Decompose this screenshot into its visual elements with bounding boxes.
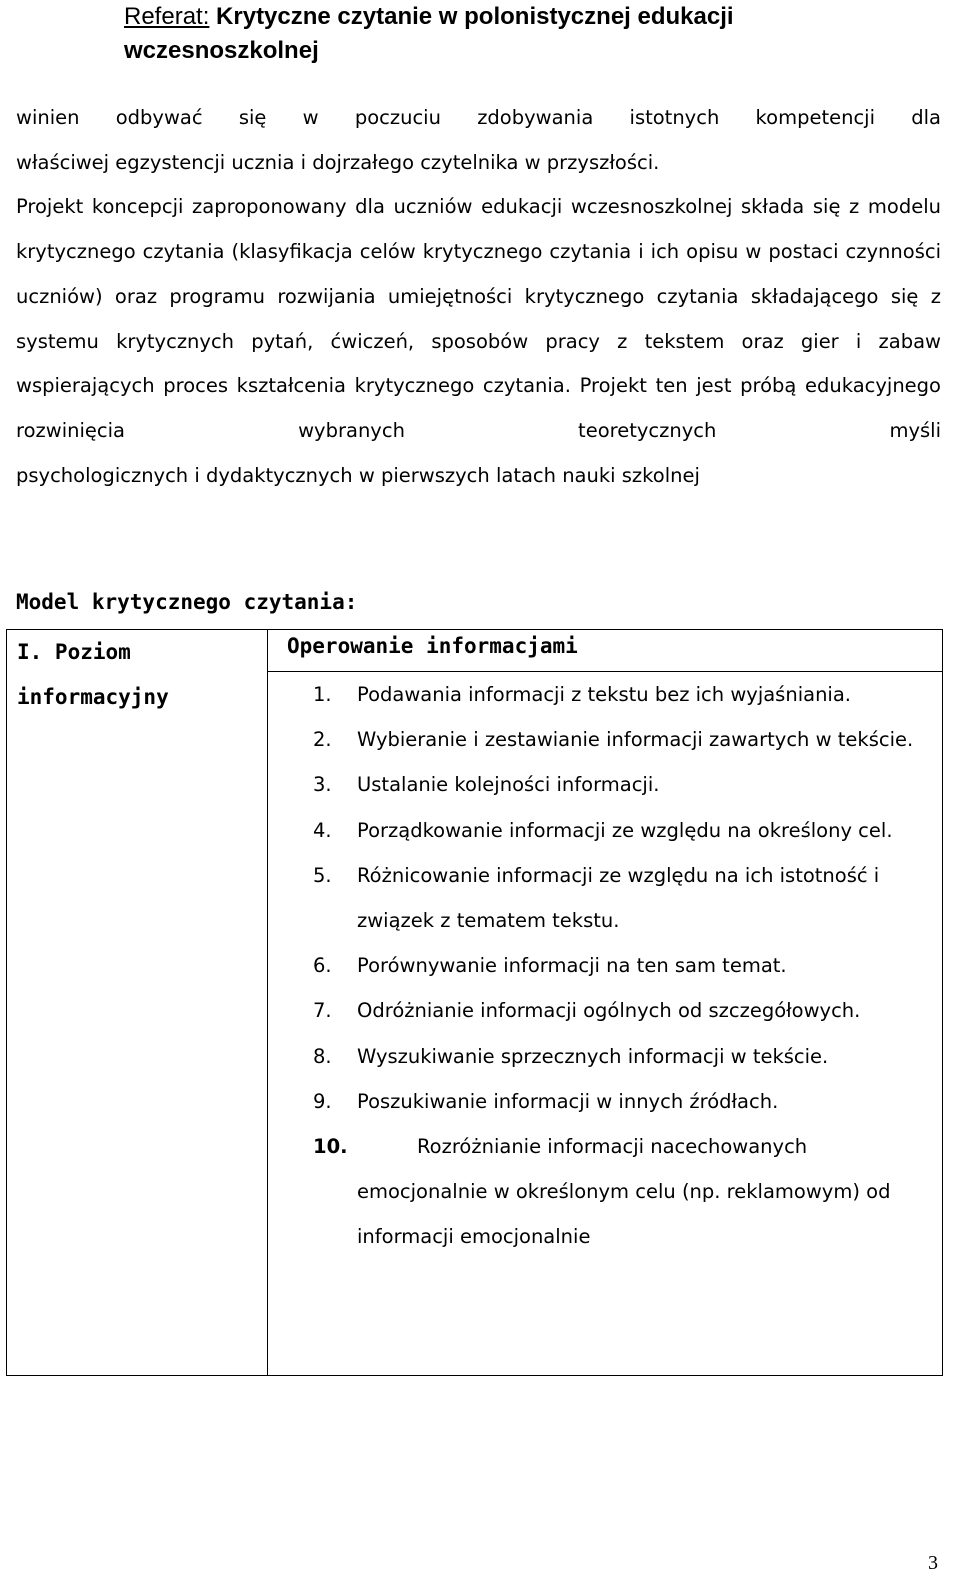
paragraph-2 [16,185,941,498]
item-text: Poszukiwanie informacji w innych źródłach. [357,1089,779,1113]
item-text: Odróżnianie informacji ogólnych od szczegółowych. [357,999,861,1023]
list-item [313,1034,933,1079]
list-item [313,1124,933,1260]
item-text: Podawania informacji z tekstu bez ich wyjaśniania. [357,683,851,706]
item-list [313,672,933,1260]
list-item [313,1079,933,1124]
item-number: 10. [313,1135,348,1159]
item-number: 1. [313,683,332,706]
section-title: Model krytycznego czytania: [16,590,358,614]
header-title: Krytyczne czytanie w polonistycznej edukacji wczesnoszkolnej [124,3,734,64]
level-label [17,630,169,719]
item-text: Porządkowanie informacji ze względu na określony cel. [357,818,893,842]
item-number: 4. [313,818,332,842]
paragraph-1-line-1: winien odbywać się w poczuciu zdobywania istotnych kompetencji dla [16,106,941,129]
list-item [313,988,933,1033]
item-number: 7. [313,999,332,1023]
level-label-line-1: I. Poziom [17,640,131,664]
item-text: Różnicowanie informacji ze względu na ich istotność i związek z tematem tekstu. [357,863,880,933]
item-text: Wybieranie i zestawianie informacji zawartych w tekście. [357,728,914,752]
paragraph-2-last-line: psychologicznych i dydaktycznych w pierwszych latach nauki szkolnej [16,463,700,487]
list-item [313,717,933,762]
item-number: 9. [313,1089,332,1113]
item-number: 5. [313,863,332,887]
page-number: 3 [928,1552,938,1574]
level-label-line-2: informacyjny [17,684,169,709]
item-number: 6. [313,954,332,978]
item-text: Porównywanie informacji na ten sam temat. [357,954,787,978]
item-text: Wyszukiwanie sprzecznych informacji w tekście. [357,1044,829,1068]
model-table [6,629,943,1376]
list-item [313,943,933,988]
item-number: 2. [313,728,332,752]
item-number: 8. [313,1044,332,1068]
table-column-divider [267,630,268,1375]
item-text [357,1124,933,1260]
paragraph-1 [16,96,941,185]
page-header [124,0,844,68]
list-item [313,853,933,943]
item-text: Ustalanie kolejności informacji. [357,773,660,797]
list-item [313,672,933,717]
paragraph-1-line-2: właściwej egzystencji ucznia i dojrzałego czytelnika w przyszłości. [16,150,660,174]
body-text [16,96,941,498]
list-item [313,808,933,853]
header-prefix: Referat: [124,3,210,30]
list-item [313,762,933,807]
column-header: Operowanie informacjami [287,634,578,658]
paragraph-2-text: Projekt koncepcji zaproponowany dla uczniów edukacji wczesnoszkolnej składa się z modelu krytycznego czytania (klasyfikacja celów krytycznego czytania i ich opisu w postaci czynności uczniów) oraz programu rozwijania umiejętności krytycznego czytania składającego się z systemu krytycznych pytań, ćwiczeń, sposobów pracy z tekstem oraz gier i zabaw wspierających proces kształcenia krytycznego czytania. Projekt ten jest próbą edukacyjnego rozwinięcia wybranych teoretycznych myśli [16,195,941,442]
item-text-content: Rozróżnianie informacji nacechowanych emocjonalnie w określonym celu (np. reklamowym) od informacji emocjonalnie [357,1135,891,1249]
item-number: 3. [313,773,332,797]
